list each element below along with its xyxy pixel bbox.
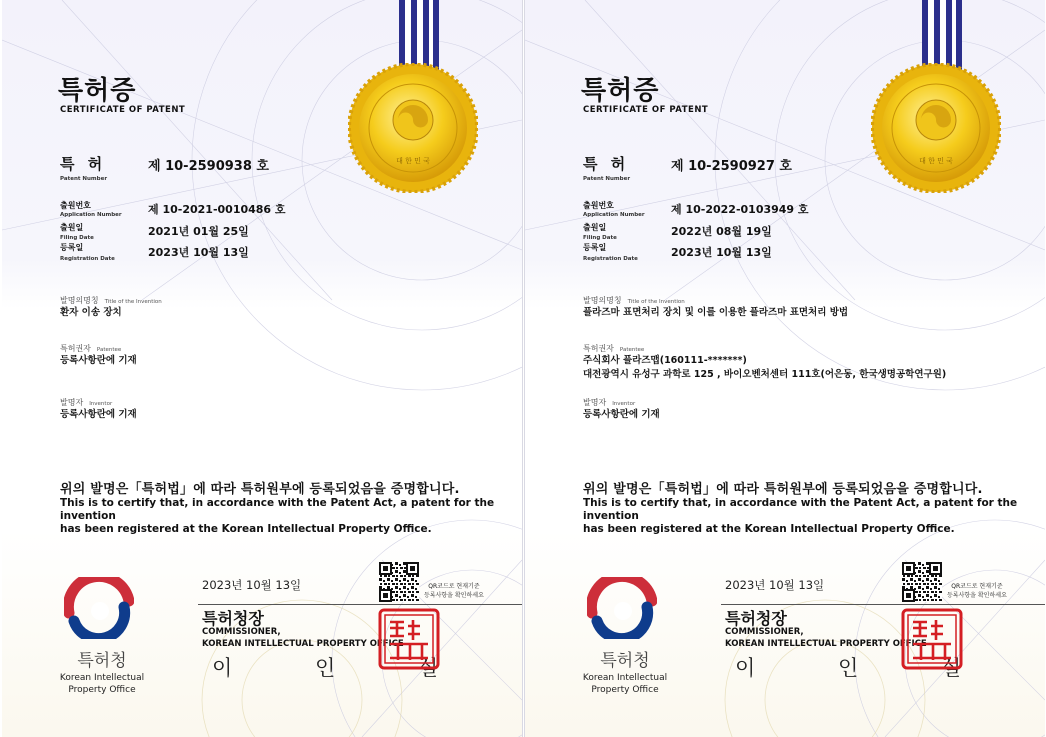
page-subtitle: CERTIFICATE OF PATENT bbox=[60, 105, 186, 115]
patentee-label: 특허권자 Patentee bbox=[583, 344, 645, 353]
certification-statement-en: This is to certify that, in accordance with the Patent Act, a patent for the invention has been registered at the Korean Intellectual Property Office. bbox=[583, 497, 1018, 535]
inventor-value: 등록사항란에 기재 bbox=[60, 409, 137, 420]
invention-title-label: 발명의명칭 Title of the Invention bbox=[583, 296, 685, 305]
filing-date-value: 2022년 08월 19일 bbox=[671, 225, 772, 238]
application-number-label: 출원번호 bbox=[60, 201, 91, 210]
invention-title-value: 환자 이송 장치 bbox=[60, 307, 122, 318]
certification-statement-ko: 위의 발명은「특허법」에 따라 특허원부에 등록되었음을 증명합니다. bbox=[60, 482, 460, 497]
inventor-value: 등록사항란에 기재 bbox=[583, 409, 660, 420]
invention-title-value: 플라즈마 표면처리 장치 및 이를 이용한 플라즈마 표면처리 방법 bbox=[583, 307, 849, 318]
commissioner-signature: 이 인 실 bbox=[212, 656, 477, 680]
official-stamp-icon bbox=[901, 608, 963, 670]
kipo-name-ko: 특허청 bbox=[600, 651, 650, 671]
signature-divider bbox=[198, 604, 522, 605]
national-seal-icon bbox=[348, 63, 478, 193]
filing-date-value: 2021년 01월 25일 bbox=[148, 225, 249, 238]
application-number-value: 제 10-2021-0010486 호 bbox=[148, 203, 286, 216]
certificate-left bbox=[2, 0, 523, 737]
kipo-taegeuk-logo-icon bbox=[64, 577, 134, 639]
issue-date: 2023년 10월 13일 bbox=[725, 578, 825, 592]
qr-instruction: QR코드로 현재기준 등록사항을 확인하세요 bbox=[947, 583, 1007, 599]
commissioner-title-ko: 특허청장 bbox=[202, 609, 264, 628]
registration-date-label: 등록일 bbox=[583, 243, 607, 252]
signature-divider bbox=[721, 604, 1045, 605]
registration-date-value: 2023년 10월 13일 bbox=[671, 246, 772, 259]
patent-number-label: 특 허 bbox=[60, 155, 107, 173]
filing-date-label-en: Filing Date bbox=[583, 235, 617, 241]
application-number-label-en: Application Number bbox=[60, 212, 122, 218]
certification-statement-en: This is to certify that, in accordance with the Patent Act, a patent for the invention has been registered at the Korean Intellectual Property Office. bbox=[60, 497, 495, 535]
kipo-name-en: Korean Intellectual Property Office bbox=[59, 673, 145, 695]
commissioner-title-en: COMMISSIONER, bbox=[725, 627, 804, 637]
application-number-value: 제 10-2022-0103949 호 bbox=[671, 203, 809, 216]
invention-title-label: 발명의명칭 Title of the Invention bbox=[60, 296, 162, 305]
kipo-name-ko: 특허청 bbox=[77, 651, 127, 671]
national-seal-icon bbox=[871, 63, 1001, 193]
patent-number-value: 제 10-2590938 호 bbox=[148, 159, 269, 174]
registration-date-label: 등록일 bbox=[60, 243, 84, 252]
qr-code[interactable] bbox=[902, 562, 942, 602]
commissioner-office-en: KOREAN INTELLECTUAL PROPERTY OFFICE bbox=[725, 639, 927, 649]
page-title: 특허증 bbox=[58, 76, 137, 106]
commissioner-title-ko: 특허청장 bbox=[725, 609, 787, 628]
registration-date-value: 2023년 10월 13일 bbox=[148, 246, 249, 259]
qr-code[interactable] bbox=[379, 562, 419, 602]
patent-number-value: 제 10-2590927 호 bbox=[671, 159, 792, 174]
patentee-value: 등록사항란에 기재 bbox=[60, 355, 137, 366]
qr-instruction: QR코드로 현재기준 등록사항을 확인하세요 bbox=[424, 583, 484, 599]
patentee-label: 특허권자 Patentee bbox=[60, 344, 122, 353]
commissioner-office-en: KOREAN INTELLECTUAL PROPERTY OFFICE bbox=[202, 639, 404, 649]
inventor-label: 발명자 Inventor bbox=[583, 398, 636, 407]
registration-date-label-en: Registration Date bbox=[583, 256, 638, 262]
issue-date: 2023년 10월 13일 bbox=[202, 578, 302, 592]
filing-date-label-en: Filing Date bbox=[60, 235, 94, 241]
commissioner-signature: 이 인 실 bbox=[735, 656, 1000, 680]
patentee-value: 주식회사 플라즈맵(160111-*******) 대전광역시 유성구 과학로 125 , 바이오벤처센터 111호(어은동, 한국생명공학연구원) bbox=[583, 355, 947, 380]
application-number-label: 출원번호 bbox=[583, 201, 614, 210]
certificate-right bbox=[524, 0, 1045, 737]
patent-number-label-en: Patent Number bbox=[583, 176, 631, 182]
patent-number-label: 특 허 bbox=[583, 155, 630, 173]
svg-text:대 한 민 국: 대 한 민 국 bbox=[396, 157, 430, 165]
page-title: 특허증 bbox=[581, 76, 660, 106]
inventor-label: 발명자 Inventor bbox=[60, 398, 113, 407]
commissioner-title-en: COMMISSIONER, bbox=[202, 627, 281, 637]
page-subtitle: CERTIFICATE OF PATENT bbox=[583, 105, 709, 115]
application-number-label-en: Application Number bbox=[583, 212, 645, 218]
filing-date-label: 출원일 bbox=[60, 223, 84, 232]
filing-date-label: 출원일 bbox=[583, 223, 607, 232]
certification-statement-ko: 위의 발명은「특허법」에 따라 특허원부에 등록되었음을 증명합니다. bbox=[583, 482, 983, 497]
registration-date-label-en: Registration Date bbox=[60, 256, 115, 262]
kipo-taegeuk-logo-icon bbox=[587, 577, 657, 639]
kipo-name-en: Korean Intellectual Property Office bbox=[582, 673, 668, 695]
svg-text:대 한 민 국: 대 한 민 국 bbox=[919, 157, 953, 165]
official-stamp-icon bbox=[378, 608, 440, 670]
patent-number-label-en: Patent Number bbox=[60, 176, 108, 182]
